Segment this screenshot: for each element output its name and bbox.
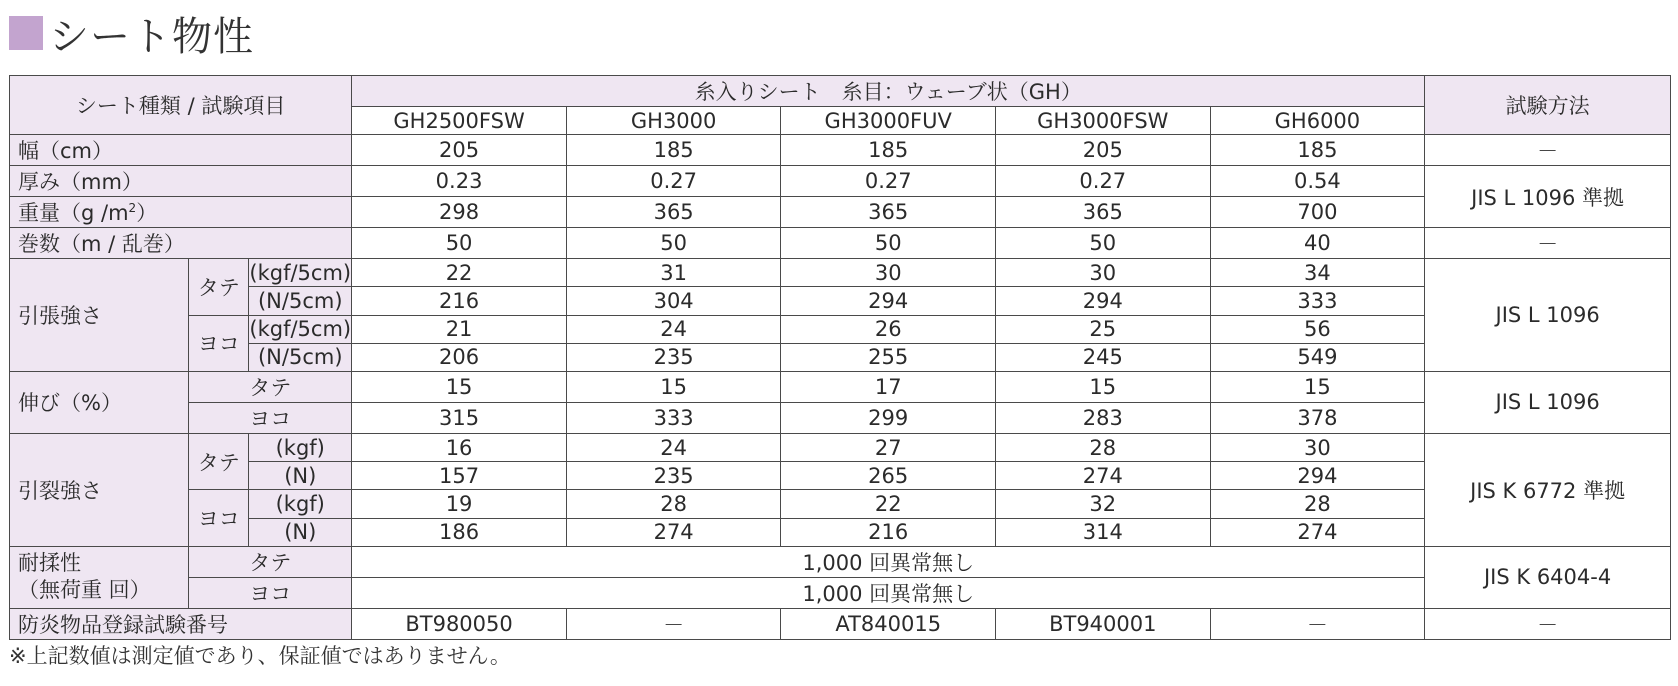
spec-table bbox=[9, 75, 1671, 640]
row-tensile-tate-n bbox=[10, 287, 1671, 315]
weight-label-end: ） bbox=[136, 201, 158, 226]
table-cell: 28 bbox=[566, 490, 781, 518]
table-cell-merged: 1,000 回異常無し bbox=[352, 577, 1425, 608]
table-cell: 27 bbox=[781, 433, 996, 461]
table-cell: 274 bbox=[566, 518, 781, 546]
table-cell: 15 bbox=[566, 371, 781, 402]
unit-label: (kgf/5cm) bbox=[249, 259, 352, 287]
section-title bbox=[9, 8, 254, 58]
table-cell: 0.27 bbox=[781, 166, 996, 197]
table-cell: 0.27 bbox=[996, 166, 1211, 197]
unit-label: (N/5cm) bbox=[249, 343, 352, 371]
unit-label: (N/5cm) bbox=[249, 287, 352, 315]
row-tear-tate-kgf bbox=[10, 433, 1671, 461]
table-cell: 30 bbox=[996, 259, 1211, 287]
model-header: GH6000 bbox=[1210, 107, 1425, 135]
table-cell: 24 bbox=[566, 433, 781, 461]
table-cell: 265 bbox=[781, 462, 996, 490]
unit-label: (kgf/5cm) bbox=[249, 315, 352, 343]
table-cell: 0.23 bbox=[352, 166, 567, 197]
row-thickness bbox=[10, 166, 1671, 197]
table-cell: 315 bbox=[352, 402, 567, 433]
direction-label: ヨコ bbox=[189, 402, 352, 433]
table-cell: 56 bbox=[1210, 315, 1425, 343]
method-cell: JIS K 6404-4 bbox=[1425, 546, 1671, 608]
row-tensile-yoko-n bbox=[10, 343, 1671, 371]
row-tear-yoko-kgf bbox=[10, 490, 1671, 518]
table-cell: 298 bbox=[352, 197, 567, 228]
model-header: GH3000 bbox=[566, 107, 781, 135]
table-cell: 22 bbox=[781, 490, 996, 518]
title-text: シート物性 bbox=[49, 13, 254, 60]
table-cell: 283 bbox=[996, 402, 1211, 433]
row-width bbox=[10, 135, 1671, 166]
table-cell: 34 bbox=[1210, 259, 1425, 287]
row-label: 伸び（%） bbox=[10, 371, 189, 433]
table-cell: 299 bbox=[781, 402, 996, 433]
weight-label-text: 重量（g /m bbox=[18, 201, 129, 226]
table-cell: 24 bbox=[566, 315, 781, 343]
method-cell: － bbox=[1425, 228, 1671, 259]
method-cell: － bbox=[1425, 135, 1671, 166]
table-cell-merged: 1,000 回異常無し bbox=[352, 546, 1425, 577]
row-label: 引裂強さ bbox=[10, 433, 189, 546]
table-cell: 28 bbox=[1210, 490, 1425, 518]
table-cell: 50 bbox=[996, 228, 1211, 259]
table-cell: 333 bbox=[566, 402, 781, 433]
method-cell: － bbox=[1425, 608, 1671, 639]
direction-label: ヨコ bbox=[189, 577, 352, 608]
table-cell: 32 bbox=[996, 490, 1211, 518]
table-cell: 274 bbox=[996, 462, 1211, 490]
row-label bbox=[10, 197, 352, 228]
row-tensile-tate-kgf bbox=[10, 259, 1671, 287]
row-rub-tate bbox=[10, 546, 1671, 577]
table-cell: 216 bbox=[352, 287, 567, 315]
row-fireproof bbox=[10, 608, 1671, 639]
table-cell: BT980050 bbox=[352, 608, 567, 639]
row-rub-yoko bbox=[10, 577, 1671, 608]
title-marker-square bbox=[9, 16, 43, 50]
table-cell: － bbox=[1210, 608, 1425, 639]
unit-label: (N) bbox=[249, 462, 352, 490]
table-cell: 700 bbox=[1210, 197, 1425, 228]
table-cell: 15 bbox=[1210, 371, 1425, 402]
table-cell: 15 bbox=[996, 371, 1211, 402]
table-cell: 19 bbox=[352, 490, 567, 518]
table-cell: 314 bbox=[996, 518, 1211, 546]
table-cell: 30 bbox=[781, 259, 996, 287]
table-cell: 333 bbox=[1210, 287, 1425, 315]
table-cell: 157 bbox=[352, 462, 567, 490]
table-cell: 245 bbox=[996, 343, 1211, 371]
method-cell: JIS L 1096 bbox=[1425, 259, 1671, 372]
method-cell: JIS K 6772 準拠 bbox=[1425, 433, 1671, 546]
model-header: GH2500FSW bbox=[352, 107, 567, 135]
unit-label: (kgf) bbox=[249, 490, 352, 518]
table-cell: 50 bbox=[781, 228, 996, 259]
table-cell: 15 bbox=[352, 371, 567, 402]
table-cell: BT940001 bbox=[996, 608, 1211, 639]
table-cell: 31 bbox=[566, 259, 781, 287]
table-cell: 255 bbox=[781, 343, 996, 371]
table-cell: － bbox=[566, 608, 781, 639]
row-roll bbox=[10, 228, 1671, 259]
table-cell: 365 bbox=[996, 197, 1211, 228]
direction-label: タテ bbox=[189, 433, 249, 489]
model-header: GH3000FUV bbox=[781, 107, 996, 135]
rub-label-line1: 耐揉性 bbox=[18, 551, 81, 576]
table-cell: 294 bbox=[996, 287, 1211, 315]
row-label: 厚み（mm） bbox=[10, 166, 352, 197]
direction-label: ヨコ bbox=[189, 315, 249, 371]
table-cell: 26 bbox=[781, 315, 996, 343]
direction-label: ヨコ bbox=[189, 490, 249, 546]
table-cell: 235 bbox=[566, 343, 781, 371]
row-label: 防炎物品登録試験番号 bbox=[10, 608, 352, 639]
table-cell: 216 bbox=[781, 518, 996, 546]
footnote: ※上記数値は測定値であり、保証値ではありません。 bbox=[9, 644, 511, 668]
table-cell: AT840015 bbox=[781, 608, 996, 639]
table-cell: 40 bbox=[1210, 228, 1425, 259]
row-tear-yoko-n bbox=[10, 518, 1671, 546]
table-cell: 549 bbox=[1210, 343, 1425, 371]
table-cell: 16 bbox=[352, 433, 567, 461]
weight-label-superscript: 2 bbox=[128, 201, 137, 216]
table-cell: 294 bbox=[781, 287, 996, 315]
table-cell: 235 bbox=[566, 462, 781, 490]
row-weight bbox=[10, 197, 1671, 228]
row-label: 巻数（m / 乱巻） bbox=[10, 228, 352, 259]
header-corner: シート種類 / 試験項目 bbox=[10, 76, 352, 135]
header-row-1 bbox=[10, 76, 1671, 107]
row-label bbox=[10, 546, 189, 608]
table-cell: 205 bbox=[996, 135, 1211, 166]
table-cell: 185 bbox=[566, 135, 781, 166]
table-cell: 25 bbox=[996, 315, 1211, 343]
header-method: 試験方法 bbox=[1425, 76, 1671, 135]
table-cell: 0.54 bbox=[1210, 166, 1425, 197]
table-cell: 365 bbox=[566, 197, 781, 228]
row-tear-tate-n bbox=[10, 462, 1671, 490]
table-cell: 185 bbox=[1210, 135, 1425, 166]
rub-label-line2: （無荷重 回） bbox=[18, 578, 151, 603]
direction-label: タテ bbox=[189, 546, 352, 577]
model-header: GH3000FSW bbox=[996, 107, 1211, 135]
row-label: 幅（cm） bbox=[10, 135, 352, 166]
header-group: 糸入りシート 糸目：ウェーブ状（GH） bbox=[352, 76, 1425, 107]
table-cell: 0.27 bbox=[566, 166, 781, 197]
table-cell: 30 bbox=[1210, 433, 1425, 461]
table-cell: 294 bbox=[1210, 462, 1425, 490]
direction-label: タテ bbox=[189, 371, 352, 402]
table-cell: 378 bbox=[1210, 402, 1425, 433]
table-cell: 274 bbox=[1210, 518, 1425, 546]
direction-label: タテ bbox=[189, 259, 249, 315]
row-elongation-yoko bbox=[10, 402, 1671, 433]
table-cell: 17 bbox=[781, 371, 996, 402]
unit-label: (kgf) bbox=[249, 433, 352, 461]
table-cell: 205 bbox=[352, 135, 567, 166]
table-cell: 186 bbox=[352, 518, 567, 546]
table-cell: 28 bbox=[996, 433, 1211, 461]
table-cell: 22 bbox=[352, 259, 567, 287]
table-cell: 185 bbox=[781, 135, 996, 166]
row-label: 引張強さ bbox=[10, 259, 189, 372]
table-cell: 21 bbox=[352, 315, 567, 343]
table-cell: 50 bbox=[566, 228, 781, 259]
method-cell: JIS L 1096 bbox=[1425, 371, 1671, 433]
table-cell: 50 bbox=[352, 228, 567, 259]
row-tensile-yoko-kgf bbox=[10, 315, 1671, 343]
method-cell: JIS L 1096 準拠 bbox=[1425, 166, 1671, 228]
row-elongation-tate bbox=[10, 371, 1671, 402]
table-cell: 304 bbox=[566, 287, 781, 315]
table-cell: 206 bbox=[352, 343, 567, 371]
unit-label: (N) bbox=[249, 518, 352, 546]
table-cell: 365 bbox=[781, 197, 996, 228]
